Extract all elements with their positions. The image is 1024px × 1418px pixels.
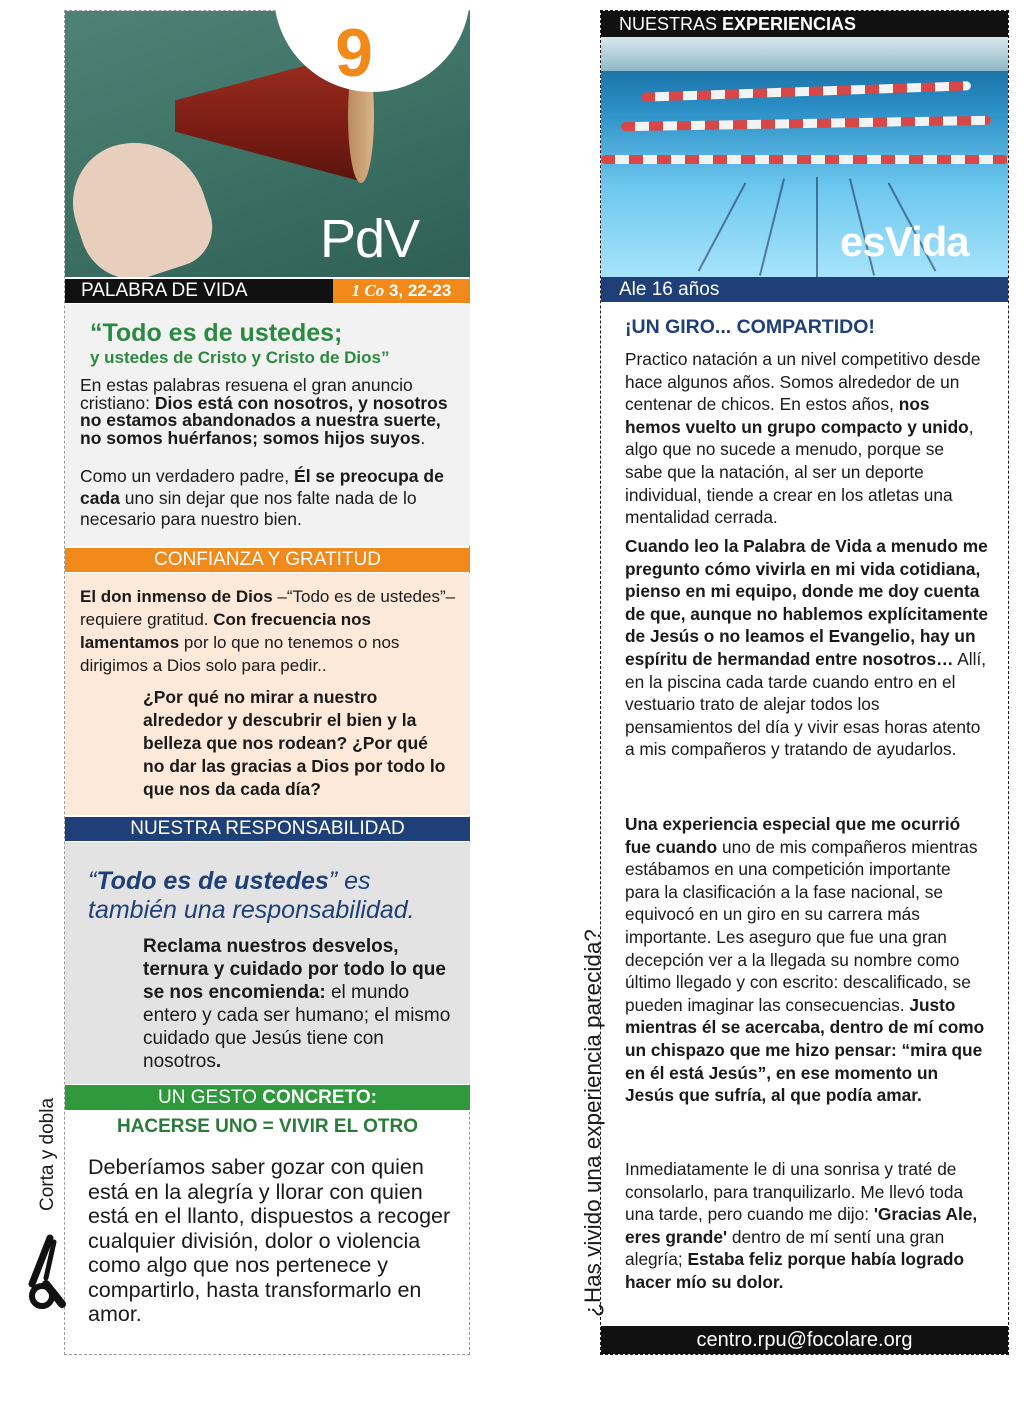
- don-text: El don inmenso de Dios –“Todo es de ustedes”– requiere gratitud. Con frecuencia nos lamentamos por lo que no tenemos o nos dirigimos a Dios solo para pedir..: [80, 587, 456, 675]
- story-paragraph-3: Una experiencia especial que me ocurrió fue cuando uno de mis compañeros mientras estábamos en una competición importante para la clasificación a la fase nacional, se equivocó en un giro en su carrera más importante. Les aseguro que fue una gran decepción ver a la llegada su nombre como último llegado y con escrito: descalificado, se pueden imaginar las consecuencias. Justo mientras él se acercaba, dentro de mí como un chispazo que me hizo pensar: “mira que en él está Jesús”, en ese momento un Jesús que sufría, al que podía amar.: [625, 814, 985, 1106]
- story-title: ¡UN GIRO... COMPARTIDO!: [625, 316, 875, 338]
- story-paragraph-2: Cuando leo la Palabra de Vida a menudo me pregunto cómo vivirla en mi vida cotidiana, pienso en mi equipo, donde me doy cuenta de que, aunque no hablemos explícitamente de Jesús o no leamos el Evangelio, hay un espíritu de hermandad entre nosotros… Allí, en la piscina cada tarde cuando entro en el vestuario trato de alejar todos los pensamientos del día y vivir esas horas atento a mis compañeros y tratando de ayudarlos.: [625, 536, 988, 760]
- story-paragraph-4: Inmediatamente le di una sonrisa y traté de consolarlo, para tranquilizarlo. Me llevó toda una tarde, pero cuando me dijo: 'Gracias Ale, eres grande' dentro de mí sentí una gran alegría; Estaba feliz porque había logrado hacer mío su dolor.: [625, 1159, 978, 1292]
- reclama-text: Reclama nuestros desvelos, ternura y cuidado por todo lo que se nos encomienda: el mundo entero y cada ser humano; el mismo cuidado que Jesús tiene con nosotros.: [143, 936, 451, 1072]
- intro-text: En estas palabras resuena el gran anuncio cristiano: Dios está con nosotros, y nosotros no estamos abandonados a nuestra suerte, no somos huérfanos; somos hijos suyos.: [80, 375, 448, 448]
- quote-main: “Todo es de ustedes;: [90, 319, 343, 347]
- bible-reference: 1 Co 3, 22-23: [333, 279, 470, 303]
- responsibility-quote: “Todo es de ustedes” es también una responsabilidad.: [88, 867, 415, 924]
- footer-email[interactable]: centro.rpu@focolare.org: [601, 1326, 1008, 1354]
- gesto-subtitle: HACERSE UNO = VIVIR EL OTRO: [116, 1116, 419, 1137]
- gesto-text: Deberíamos saber gozar con quien está en la alegría y llorar con quien está en el llanto, dispuestos a recoger cualquier división, dolor o violencia como algo que nos pertenece y compartirlo, hasta transformarlo en amor.: [88, 1155, 451, 1326]
- issue-number: 9: [335, 15, 373, 91]
- heading-gesto: UN GESTO CONCRETO:: [65, 1085, 470, 1110]
- vertical-question: ¿Has vivido una experiencia parecida?: [580, 929, 605, 1317]
- brand-esvida: esVida: [840, 218, 969, 265]
- logo-pdv: PdV: [320, 209, 420, 269]
- experiences-label: NUESTRAS EXPERIENCIAS: [601, 11, 1008, 37]
- scissors-icon: [28, 1234, 68, 1314]
- reflection-question: ¿Por qué no mirar a nuestro alrededor y descubrir el bien y la belleza que nos rodean? ¿Por qué no dar las gracias a Dios por todo lo que nos da cada día?: [143, 687, 446, 799]
- intro-text-2: Como un verdadero padre, Él se preocupa de cada uno sin dejar que nos falte nada de lo necesario para nuestro bien.: [80, 466, 444, 529]
- palabra-de-vida-label: PALABRA DE VIDA: [65, 279, 333, 303]
- heading-confianza: CONFIANZA Y GRATITUD: [65, 548, 470, 572]
- author-label: Ale 16 años: [601, 277, 1008, 302]
- cut-fold-label: Corta y dobla: [37, 1097, 58, 1211]
- quote-sub: y ustedes de Cristo y Cristo de Dios”: [90, 348, 390, 367]
- story-paragraph-1: Practico natación a un nivel competitivo desde hace algunos años. Somos alrededor de un centenar de chicos. En estos años, nos hemos vuelto un grupo compacto y unido, algo que no sucede a menudo, porque se sabe que la natación, al ser un deporte individual, tiende a crear en los atletas una mentalidad cerrada.: [625, 349, 981, 528]
- heading-responsabilidad: NUESTRA RESPONSABILIDAD: [65, 817, 470, 841]
